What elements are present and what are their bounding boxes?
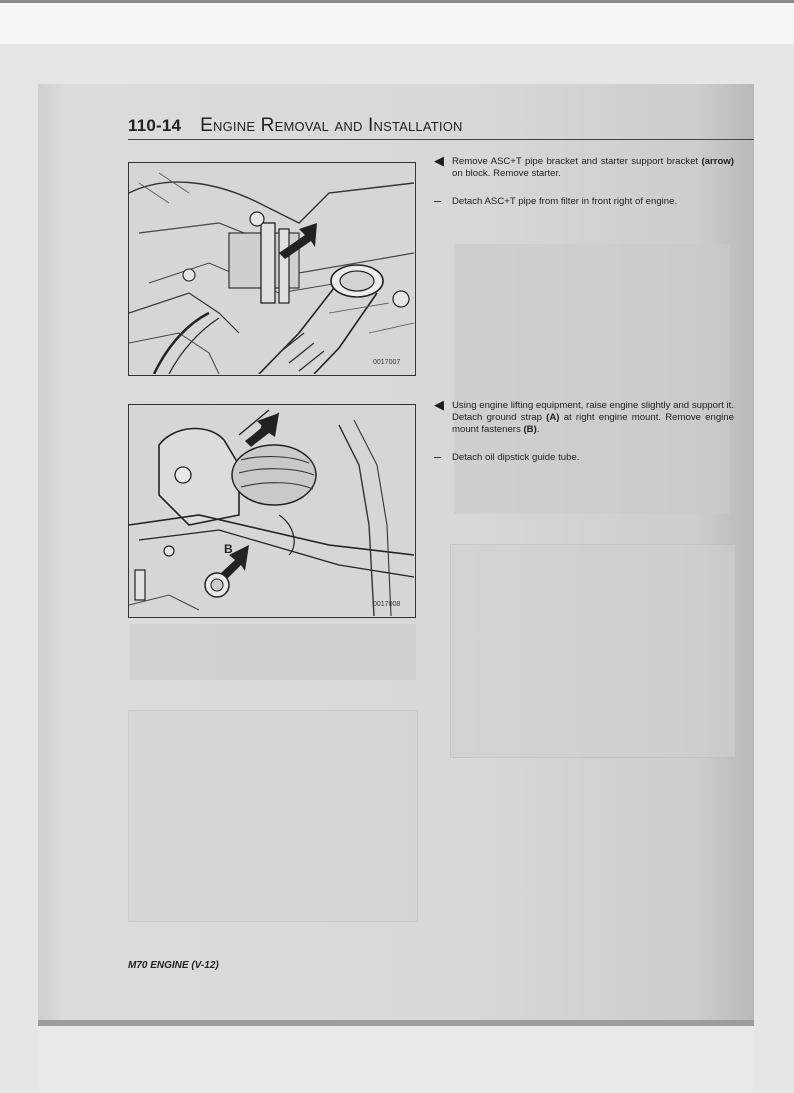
pointer-arrow-icon: ◀ bbox=[434, 153, 444, 168]
dash-bullet: – bbox=[434, 193, 442, 208]
engine-block-illustration bbox=[129, 163, 414, 374]
step-detach-dipstick: – Detach oil dipstick guide tube. bbox=[434, 449, 580, 464]
page-footer: M70 ENGINE (V-12) bbox=[128, 960, 219, 971]
dash-bullet: – bbox=[434, 449, 442, 464]
page-header bbox=[128, 115, 463, 137]
section-title: Engine Removal and Installation bbox=[200, 115, 463, 136]
figure-code: 0017008 bbox=[373, 601, 401, 608]
step-remove-bracket: ◀ Remove ASC+T pipe bracket and starter support bracket (arrow) on block. Remove starter. bbox=[434, 153, 734, 179]
figure-engine-mount bbox=[128, 404, 416, 618]
figure-code: 0017007 bbox=[373, 359, 401, 366]
bleed-through-block bbox=[454, 244, 730, 514]
callout-a: A bbox=[260, 418, 269, 432]
bleed-through-figure bbox=[128, 710, 418, 922]
scan-background bbox=[38, 1026, 754, 1093]
bleed-through-figure bbox=[450, 544, 736, 758]
bleed-through-block bbox=[130, 624, 416, 680]
page-number: 110-14 bbox=[128, 116, 182, 135]
engine-mount-illustration bbox=[129, 405, 414, 616]
scanned-page bbox=[38, 84, 754, 1024]
pointer-arrow-icon: ◀ bbox=[434, 397, 444, 412]
step-raise-engine: ◀ Using engine lifting equipment, raise engine slightly and support it. Detach ground strap (A) at right engine mount. Remove engine mount fasteners (B). bbox=[434, 397, 734, 435]
figure-asct-pipe-bracket bbox=[128, 162, 416, 376]
header-rule bbox=[128, 139, 754, 140]
viewer-top-bar bbox=[0, 0, 794, 44]
callout-b: B bbox=[224, 542, 233, 556]
step-detach-pipe: – Detach ASC+T pipe from filter in front right of engine. bbox=[434, 193, 678, 208]
